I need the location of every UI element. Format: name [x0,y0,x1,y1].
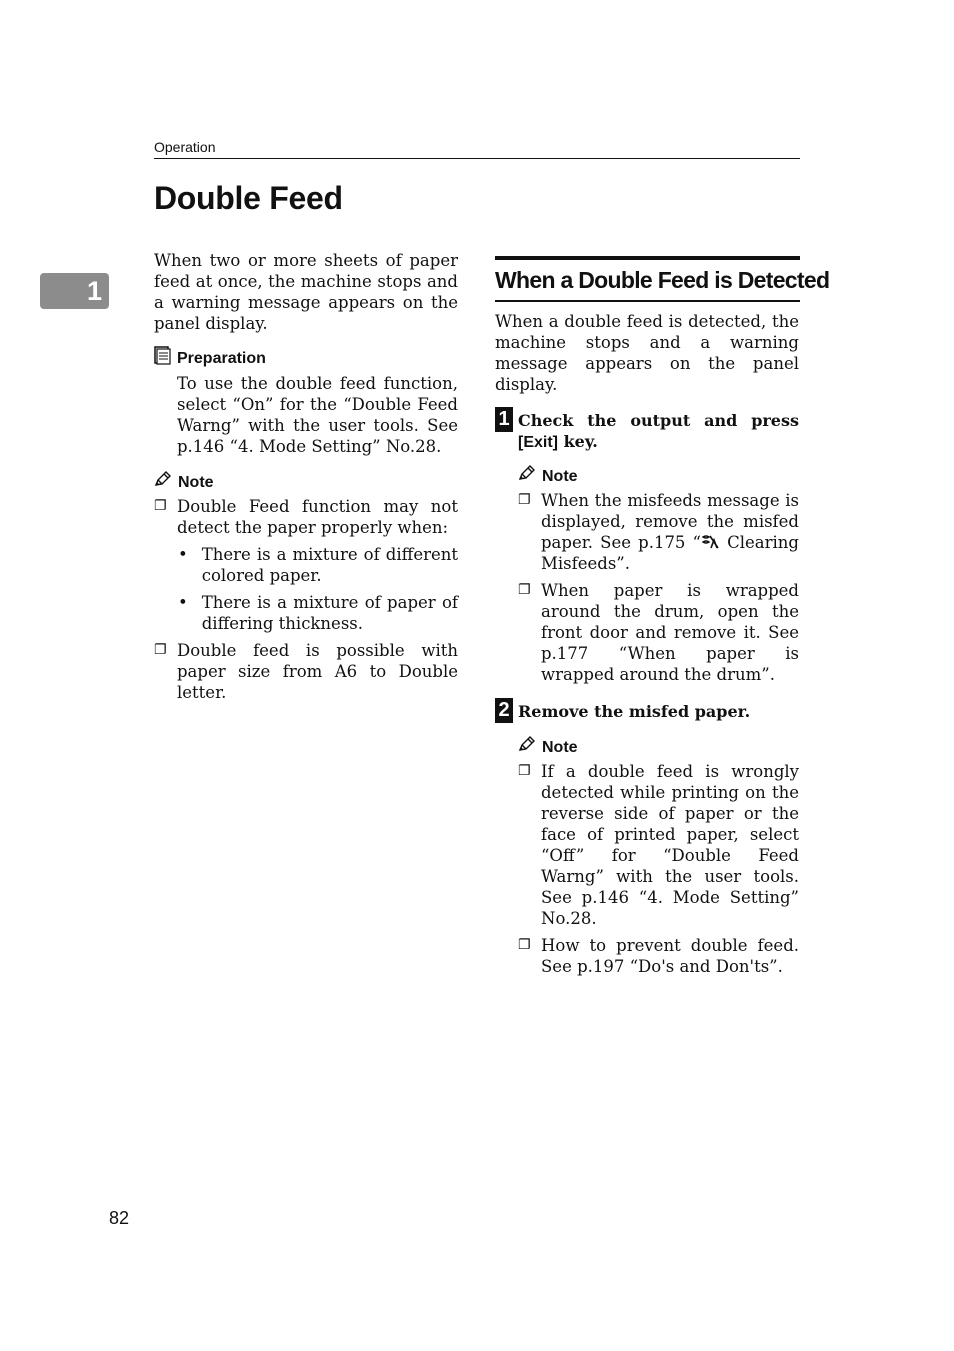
preparation-heading [154,346,458,371]
bullet-dot: • [178,545,188,564]
note-text-before: When the misfeeds message is displayed, remove the misfed paper. See p.175 “ [541,491,799,552]
note-item [518,935,799,977]
note-item-text: When paper is wrapped around the drum, open the front door and remove it. See p.177 “When paper is wrapped around the drum”. [541,581,799,684]
note-label: Note [542,467,578,485]
note-item [154,496,458,538]
chapter-tab: 1 [40,273,109,309]
checkbox-bullet: ❐ [154,642,167,658]
note-item [518,490,799,574]
step-2-notes [495,736,799,977]
left-column [154,250,458,703]
right-column [495,311,799,977]
page-title: Double Feed [154,180,343,216]
note-heading [154,471,458,493]
bullet-text: There is a mixture of paper of differing thickness. [201,593,458,633]
note-item [154,640,458,703]
checkbox-bullet: ❐ [518,492,531,508]
preparation-label: Preparation [177,350,266,367]
step-1-text-before: Check the output and press [518,411,799,430]
misfeed-icon [701,532,720,553]
section-rule-bottom [495,300,800,302]
note-item [518,761,799,929]
note-item-text: Double feed is possible with paper size from A6 to Double letter. [177,641,458,702]
note-item-text: Double Feed function may not detect the paper properly when: [177,497,458,537]
note-item-text [541,490,799,574]
note-heading [518,736,799,758]
step-number-2: 2 [495,698,513,723]
running-header: Operation [154,139,216,155]
note-heading [518,465,799,487]
pencil-icon [154,471,172,493]
step-1-text [518,410,799,453]
pencil-icon [518,736,536,758]
section-title: When a Double Feed is Detected [495,267,830,293]
note-label: Note [542,738,578,756]
note-label: Note [178,473,214,491]
step-2-text: Remove the misfed paper. [518,702,751,721]
note-item-text: If a double feed is wrongly detected while printing on the reverse side of paper or the face of printed paper, select “Off” for “Double Feed Warng” with the user tools. See p.146 “4. Mode Setting” No.28. [541,762,799,928]
checkbox-bullet: ❐ [518,763,531,779]
step-2 [495,701,799,723]
exit-key-label: [Exit] [518,434,558,451]
step-1 [495,410,799,453]
section-heading-block [495,256,830,302]
intro-paragraph: When two or more sheets of paper feed at once, the machine stops and a warning message appears on the panel display. [154,251,458,333]
step-1-notes [495,465,799,685]
section-intro: When a double feed is detected, the machine stops and a warning message appears on the panel display. [495,312,799,394]
bullet-item [154,592,458,634]
preparation-book-icon [154,346,171,371]
note-item [518,580,799,685]
preparation-text: To use the double feed function, select “On” for the “Double Feed Warng” with the user tools. See p.146 “4. Mode Setting” No.28. [177,374,458,456]
checkbox-bullet: ❐ [154,498,167,514]
bullet-item [154,544,458,586]
pencil-icon [518,465,536,487]
step-1-text-after: key. [558,432,598,451]
checkbox-bullet: ❐ [518,937,531,953]
note-item-text: How to prevent double feed. See p.197 “Do's and Don'ts”. [541,936,799,976]
step-number-1: 1 [495,407,513,432]
bullet-text: There is a mixture of different colored paper. [201,545,458,585]
checkbox-bullet: ❐ [518,582,531,598]
page-number: 82 [109,1208,130,1228]
bullet-dot: • [178,593,188,612]
header-rule [154,158,800,159]
note-text-after: Clearing Misfeeds”. [541,533,799,573]
